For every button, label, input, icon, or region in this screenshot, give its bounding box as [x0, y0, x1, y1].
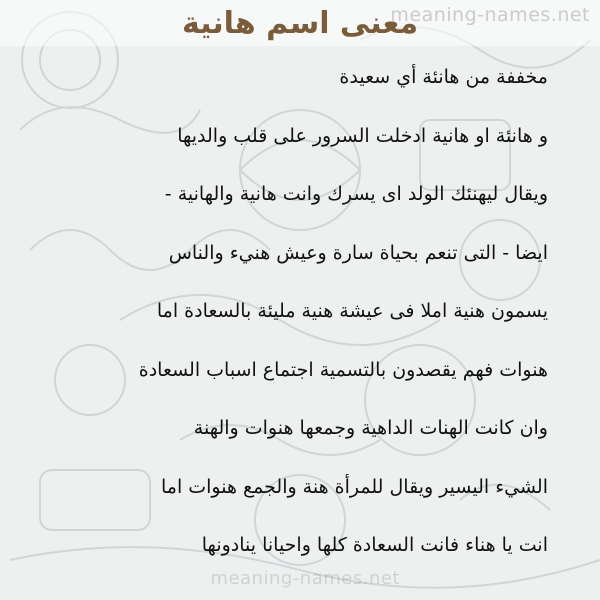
meaning-line: وان كانت الهنات الداهية وجمعها هنوات والهنة [193, 417, 548, 439]
meaning-line: الشيء اليسير ويقال للمرأة هنة والجمع هنوات اما [160, 475, 548, 498]
meaning-line: و هانئة او هانية ادخلت السرور على قلب والديها [177, 124, 548, 147]
meaning-line: ويقال ليهنئك الولد اى يسرك وانت هانية والهانية - [164, 183, 548, 205]
site-watermark-bottom: meaning-names.net [210, 568, 400, 589]
page-title: معنى اسم هانية [181, 6, 419, 41]
meaning-line: مخففة من هانئة أي سعيدة [339, 66, 548, 88]
meaning-line: انت يا هناء فانت السعادة كلها واحيانا ينادونها [201, 534, 548, 556]
meaning-line: يسمون هنية املا فى عيشة هنية مليئة بالسعادة اما [156, 300, 548, 322]
meaning-line: ايضا - التى تنعم بحياة سارة وعيش هنيء والناس [168, 241, 548, 264]
site-watermark: meaning-names.net [390, 4, 590, 26]
meaning-text [28, 62, 548, 589]
meaning-line: هنوات فهم يقصدون بالتسمية اجتماع اسباب السعادة [138, 358, 548, 381]
